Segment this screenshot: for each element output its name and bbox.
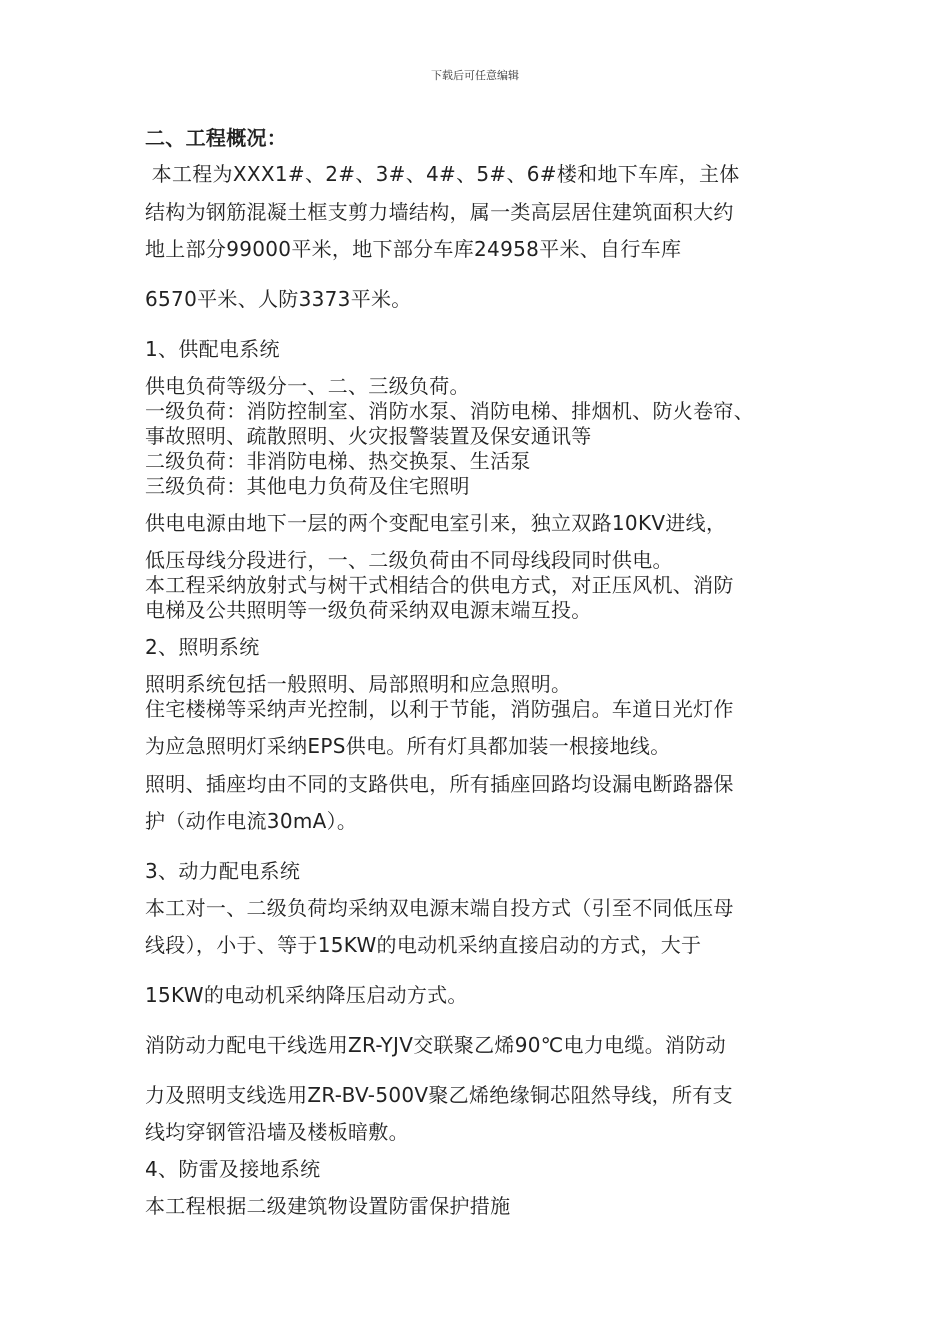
page-header: 下载后可任意编辑 [431,69,519,82]
paragraph-line: 供电负荷等级分一、二、三级负荷。 [145,374,470,398]
paragraph-line: 二级负荷：非消防电梯、热交换泵、生活泵 [145,449,531,473]
paragraph-line: 一级负荷：消防控制室、消防水泵、消防电梯、排烟机、防火卷帘、 [145,399,754,423]
paragraph-line: 电梯及公共照明等一级负荷采纳双电源末端互投。 [145,598,592,622]
paragraph-line: 本工程根据二级建筑物设置防雷保护措施 [145,1194,511,1218]
paragraph-line: 地上部分99000平米，地下部分车库24958平米、自行车库 [145,237,682,261]
paragraph-line: 为应急照明灯采纳EPS供电。所有灯具都加装一根接地线。 [145,734,671,758]
paragraph-line: 三级负荷：其他电力负荷及住宅照明 [145,474,470,498]
paragraph-line: 力及照明支线选用ZR-BV-500V聚乙烯绝缘铜芯阻然导线，所有支 [145,1083,733,1107]
paragraph-line: 本工对一、二级负荷均采纳双电源末端自投方式（引至不同低压母 [145,896,734,920]
paragraph-line: 低压母线分段进行，一、二级负荷由不同母线段同时供电。 [145,548,673,572]
paragraph-line: 结构为钢筋混凝土框支剪力墙结构，属一类高层居住建筑面积大约 [145,200,734,224]
paragraph-line: 住宅楼梯等采纳声光控制，以利于节能，消防强启。车道日光灯作 [145,697,734,721]
paragraph-line: 消防动力配电干线选用ZR-YJV交联聚乙烯90℃电力电缆。消防动 [145,1033,726,1057]
section-heading-lighting: 2、照明系统 [145,635,260,659]
paragraph-line: 本工程为XXX1#、2#、3#、4#、5#、6#楼和地下车库，主体 [145,162,740,186]
paragraph-line: 供电电源由地下一层的两个变配电室引来，独立双路10KV进线， [145,511,727,535]
paragraph-line: 线均穿钢管沿墙及楼板暗敷。 [145,1120,409,1144]
paragraph-line: 照明系统包括一般照明、局部照明和应急照明。 [145,672,572,696]
section-title-overview: 二、工程概况： [145,126,288,150]
paragraph-line: 15KW的电动机采纳降压启动方式。 [145,983,468,1007]
paragraph-line: 本工程采纳放射式与树干式相结合的供电方式，对正压风机、消防 [145,573,734,597]
section-heading-lightning-grounding: 4、防雷及接地系统 [145,1157,321,1181]
paragraph-line: 6570平米、人防3373平米。 [145,287,412,311]
paragraph-line: 照明、插座均由不同的支路供电，所有插座回路均设漏电断路器保 [145,772,734,796]
section-heading-power-distribution: 3、动力配电系统 [145,859,301,883]
paragraph-line: 线段），小于、等于15KW的电动机采纳直接启动的方式，大于 [145,933,702,957]
section-heading-power-supply: 1、供配电系统 [145,337,280,361]
paragraph-line: 事故照明、疏散照明、火灾报警装置及保安通讯等 [145,424,592,448]
paragraph-line: 护（动作电流30mA）。 [145,809,358,833]
